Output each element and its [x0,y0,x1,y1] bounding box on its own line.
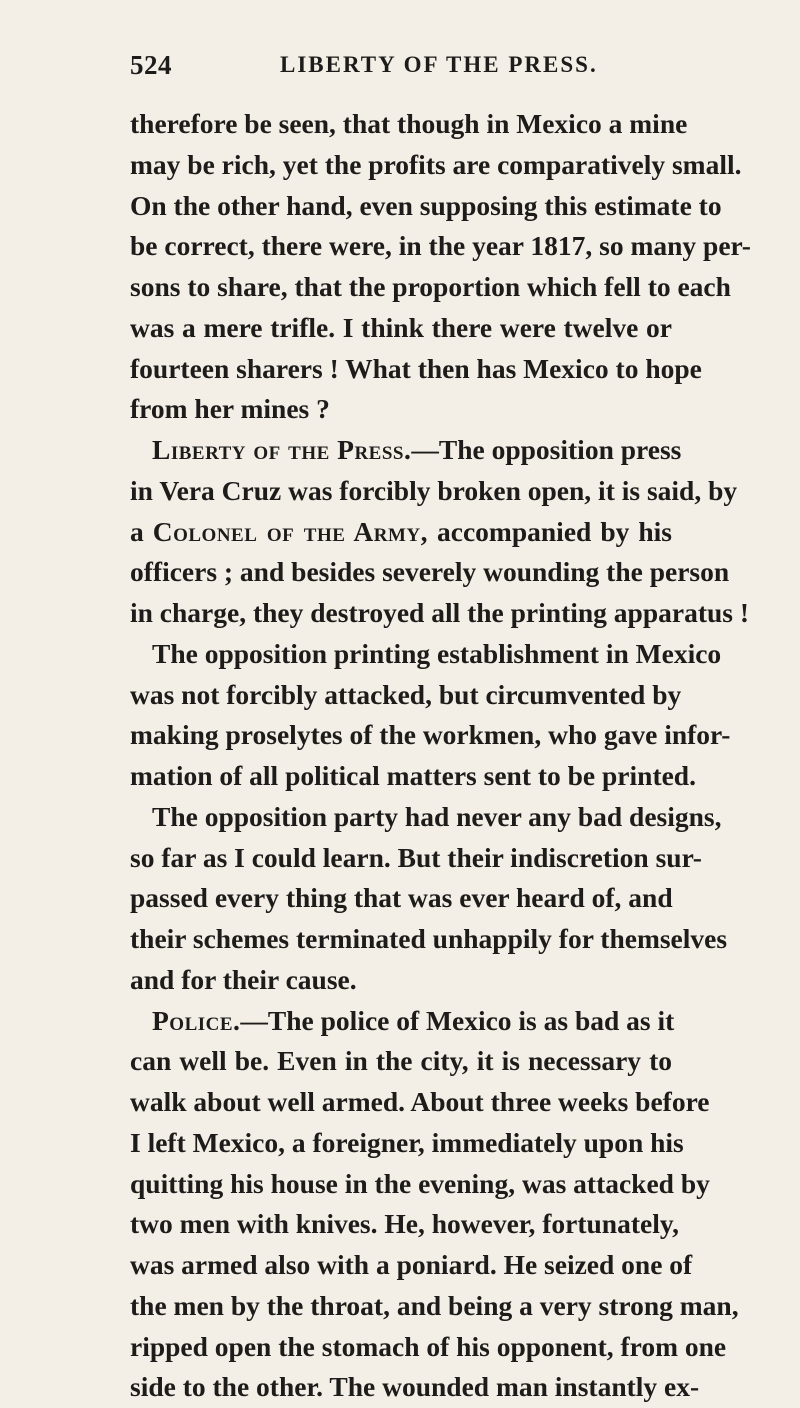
text-line: a Colonel of the Army, accompanied by his [130,515,672,547]
text-line: and for their cause. [130,963,357,995]
text-line: On the other hand, even supposing this estimate to [130,189,722,221]
text-line: ripped open the stomach of his opponent, from one [130,1330,727,1362]
text-line: sons to share, that the proportion which fell to each [130,271,731,302]
text-line: their schemes terminated unhappily for themselves [130,923,728,954]
text-line: mation of all political matters sent to be printed. [130,760,696,791]
text-line: therefore be seen, that though in Mexico a mine [130,108,688,139]
text-line: in charge, they destroyed all the printing apparatus ! [130,597,750,628]
text-line: The opposition party had never any bad designs, [152,800,722,832]
text-line: was armed also with a poniard. He seized one of [130,1249,693,1280]
text-line: was a mere trifle. I think there were twelve or [130,311,672,343]
body-text [130,104,751,1408]
text-line: so far as I could learn. But their indiscretion sur- [130,841,702,873]
text-line: was not forcibly attacked, but circumvented by [130,678,682,710]
section-heading-liberty-of-the-press: Liberty of the Press. [152,434,412,465]
page-number: 524 [130,50,172,80]
section-heading-line: Liberty of the Press.—The opposition press [152,434,682,465]
text-line: may be rich, yet the profits are comparatively small. [130,148,742,180]
section-heading-police: Police. [152,1004,241,1036]
text-line: in Vera Cruz was forcibly broken open, it is said, by [130,474,738,506]
text-line: making proselytes of the workmen, who gave infor- [130,719,731,751]
text-line: fourteen sharers ! What then has Mexico to hope [130,352,702,384]
text-line: be correct, there were, in the year 1817, so many per- [130,230,751,262]
text-line: can well be. Even in the city, it is necessary to [130,1045,672,1077]
text-line: from her mines ? [130,393,330,425]
running-head: LIBERTY OF THE PRESS. [280,52,598,77]
text-line: quitting his house in the evening, was attacked by [130,1167,710,1199]
text-line: The opposition printing establishment in Mexico [152,637,722,669]
text-line: passed every thing that was ever heard of, and [130,882,673,914]
text-line: I left Mexico, a foreigner, immediately upon his [130,1126,684,1158]
page-header [130,50,670,86]
text-line: walk about well armed. About three weeks before [130,1086,710,1117]
text-line: two men with knives. He, however, fortunately, [130,1208,679,1240]
small-caps-colonel-of-the-army: Colonel of the Army, [152,515,429,547]
text-line: officers ; and besides severely wounding the person [130,556,730,588]
section-heading-line: Police.—The police of Mexico is as bad as it [152,1004,675,1036]
text-line: side to the other. The wounded man instantly ex- [130,1371,700,1403]
text-line: the men by the throat, and being a very strong man, [130,1289,739,1321]
